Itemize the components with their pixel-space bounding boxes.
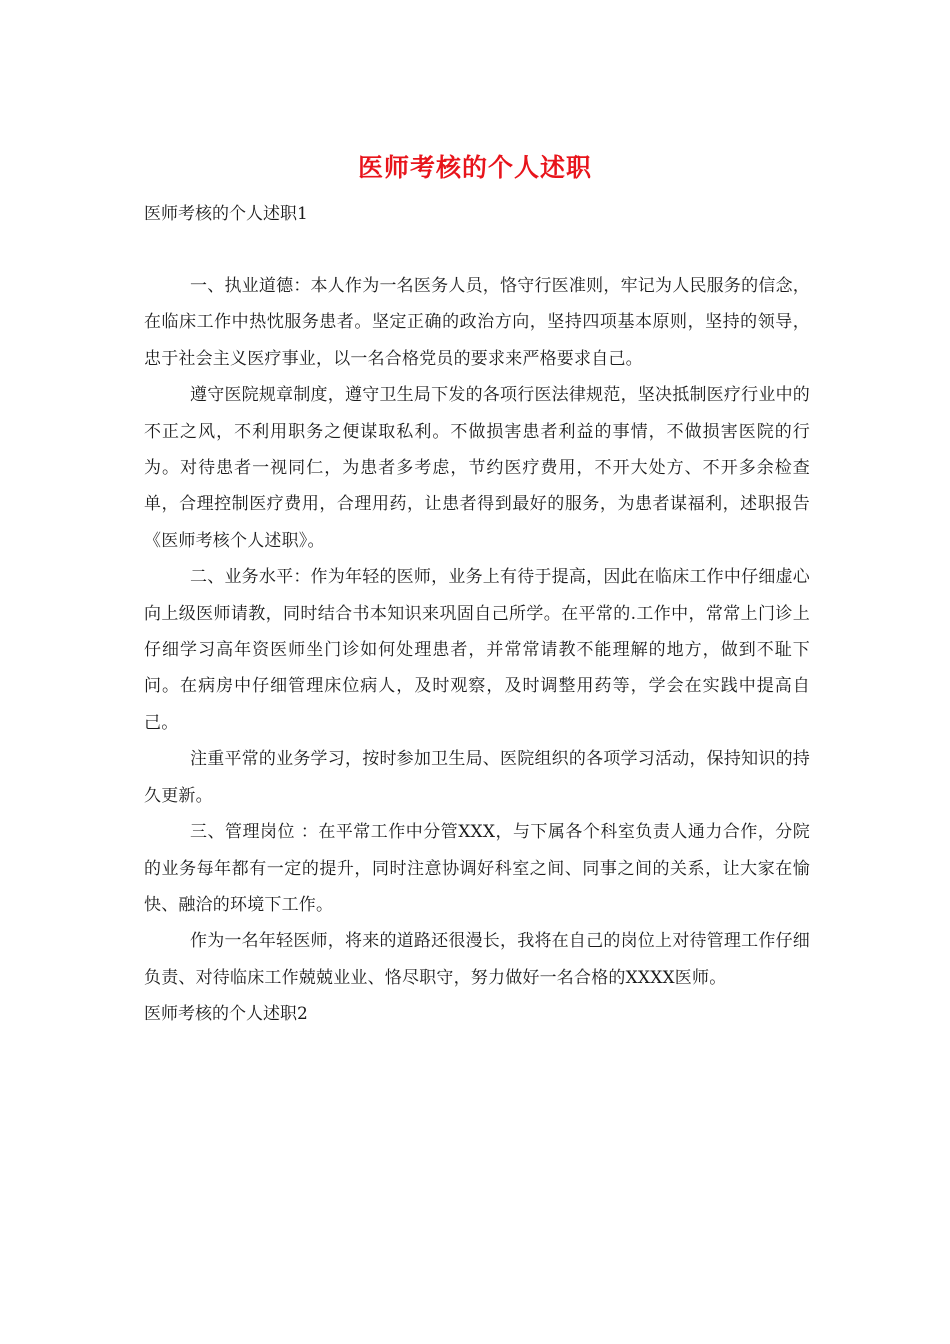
document-title: 医师考核的个人述职 (357, 153, 592, 182)
document-body (144, 196, 810, 1032)
paragraph-rules: 遵守医院规章制度，遵守卫生局下发的各项行医法律规范，坚决抵制医疗行业中的不正之风，不利用职务之便谋取私利。不做损害患者利益的事情，不做损害医院的行为。对待患者一视同仁，为患者多考虑，节约医疗费用，不开大处方、不开多余检查单，合理控制医疗费用，合理用药，让患者得到最好的服务，为患者谋福利，述职报告《医师考核个人述职》。 (144, 385, 810, 551)
paragraph-skills: 二、业务水平：作为年轻的医师，业务上有待于提高，因此在临床工作中仔细虚心向上级医师请教，同时结合书本知识来巩固自己所学。在平常的.工作中，常常上门诊上仔细学习高年资医师坐门诊如何处理患者，并常常请教不能理解的地方，做到不耻下问。在病房中仔细管理床位病人，及时观察，及时调整用药等，学会在实践中提高自己。 (144, 567, 810, 733)
section-heading-2: 医师考核的个人述职2 (144, 1004, 308, 1025)
paragraph-study: 注重平常的业务学习，按时参加卫生局、医院组织的各项学习活动，保持知识的持久更新。 (144, 749, 810, 806)
paragraph-ethics: 一、执业道德：本人作为一名医务人员，恪守行医准则，牢记为人民服务的信念，在临床工作中热忱服务患者。坚定正确的政治方向，坚持四项基本原则，坚持的领导，忠于社会主义医疗事业，以一名合格党员的要求来严格要求自己。 (144, 276, 810, 369)
section-heading-1: 医师考核的个人述职1 (144, 204, 308, 224)
blank-line (144, 232, 810, 268)
paragraph-conclusion: 作为一名年轻医师，将来的道路还很漫长，我将在自己的岗位上对待管理工作仔细负责、对待临床工作兢兢业业、恪尽职守，努力做好一名合格的XXXX医师。 (144, 931, 810, 988)
paragraph-management: 三、管理岗位 ：在平常工作中分管XXX，与下属各个科室负责人通力合作，分院的业务每年都有一定的提升，同时注意协调好科室之间、同事之间的关系，让大家在愉快、融洽的环境下工作。 (144, 822, 810, 915)
